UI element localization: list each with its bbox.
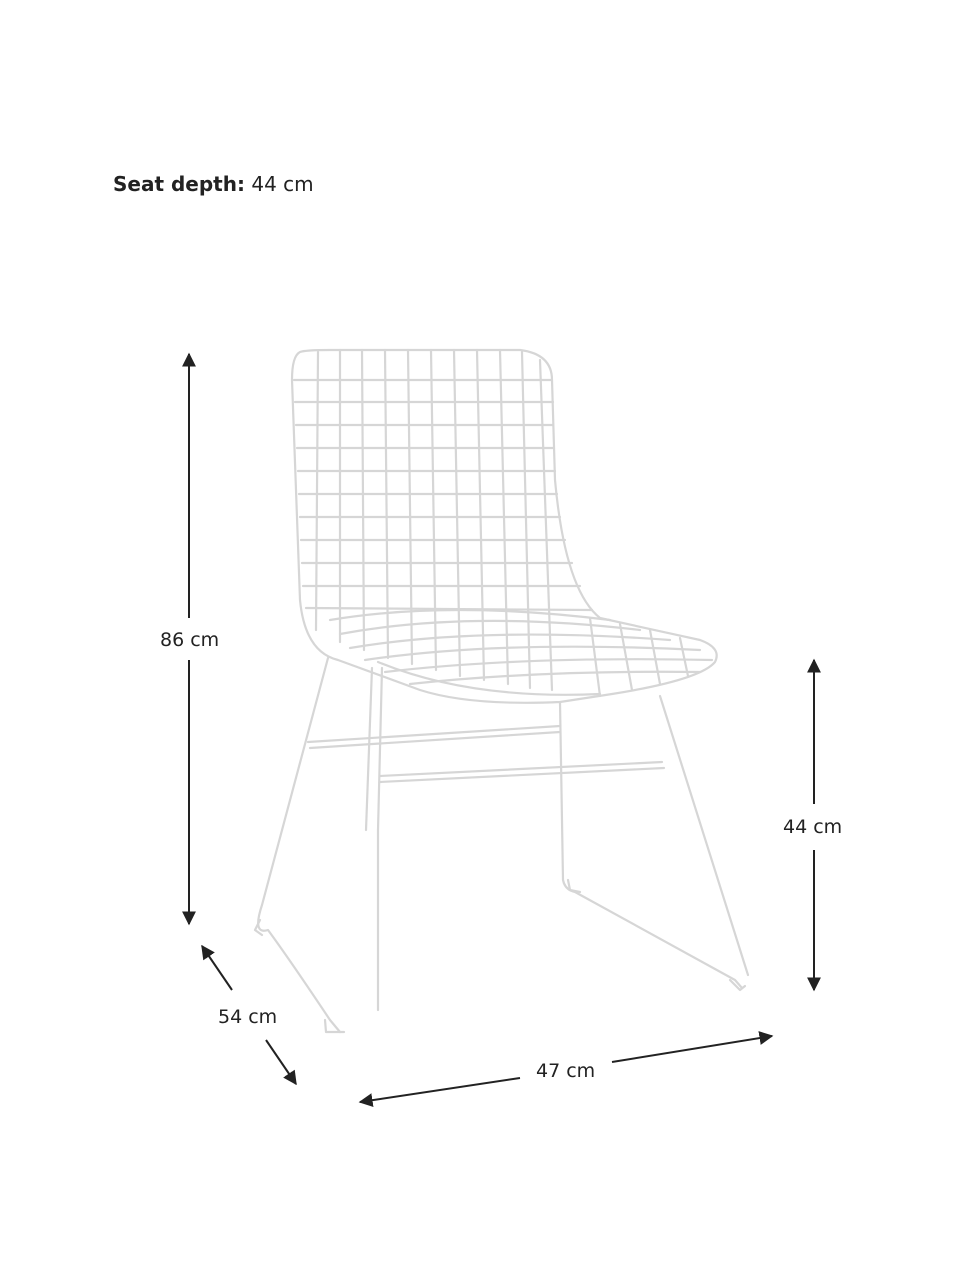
depth-label: 54 cm — [218, 1006, 278, 1028]
dimension-arrows — [189, 354, 814, 1102]
width-arrow-left — [360, 1078, 520, 1102]
wire-chair-illustration — [255, 350, 748, 1032]
height-label: 86 cm — [160, 629, 220, 651]
depth-arrow-upper — [202, 946, 232, 990]
seat-height-label: 44 cm — [783, 816, 843, 838]
width-arrow-right — [612, 1036, 772, 1062]
width-label: 47 cm — [536, 1060, 596, 1082]
depth-arrow-lower — [266, 1040, 296, 1084]
seat-depth-label: Seat depth: — [113, 172, 245, 196]
seat-depth-value: 44 cm — [244, 172, 314, 196]
